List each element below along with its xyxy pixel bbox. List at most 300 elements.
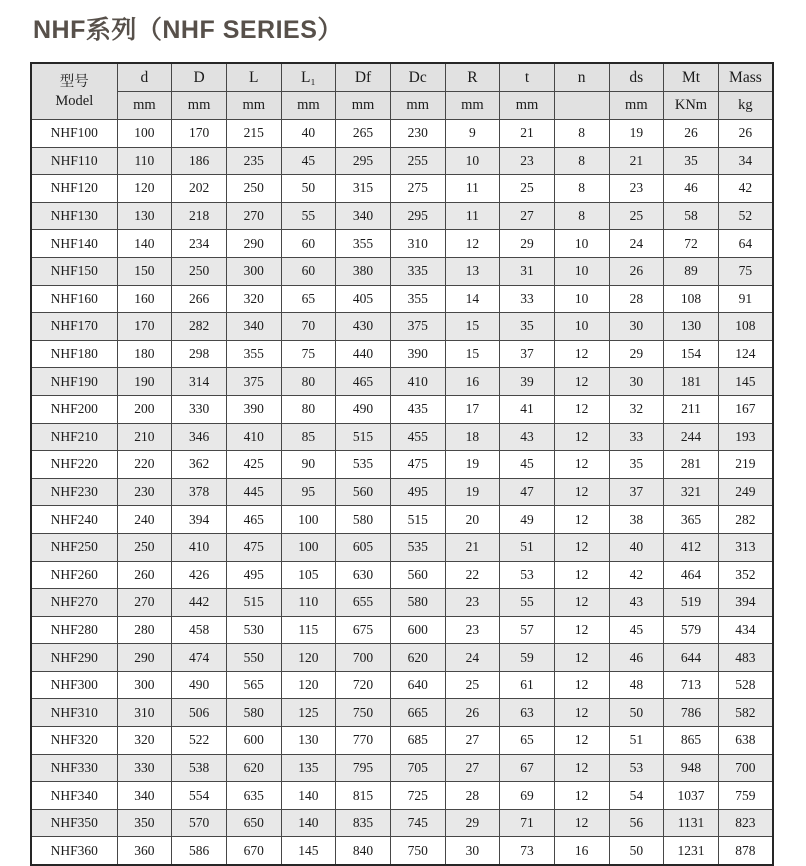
value-cell: 506 bbox=[172, 699, 227, 727]
table-row bbox=[31, 727, 773, 755]
table-row bbox=[31, 506, 773, 534]
value-cell: 27 bbox=[500, 202, 555, 230]
value-cell: 835 bbox=[336, 809, 391, 837]
value-cell: 12 bbox=[554, 561, 609, 589]
value-cell: 21 bbox=[500, 120, 555, 148]
table-row bbox=[31, 313, 773, 341]
value-cell: 190 bbox=[117, 368, 172, 396]
value-cell: 219 bbox=[718, 451, 773, 479]
value-cell: 39 bbox=[500, 368, 555, 396]
column-unit-t: mm bbox=[500, 92, 555, 120]
value-cell: 110 bbox=[117, 147, 172, 175]
value-cell: 13 bbox=[445, 257, 500, 285]
value-cell: 635 bbox=[226, 782, 281, 810]
value-cell: 33 bbox=[500, 285, 555, 313]
value-cell: 582 bbox=[718, 699, 773, 727]
value-cell: 125 bbox=[281, 699, 336, 727]
value-cell: 35 bbox=[609, 451, 664, 479]
value-cell: 554 bbox=[172, 782, 227, 810]
model-cell: NHF240 bbox=[31, 506, 117, 534]
value-cell: 519 bbox=[664, 589, 719, 617]
value-cell: 12 bbox=[554, 340, 609, 368]
value-cell: 405 bbox=[336, 285, 391, 313]
value-cell: 40 bbox=[609, 533, 664, 561]
value-cell: 266 bbox=[172, 285, 227, 313]
model-cell: NHF170 bbox=[31, 313, 117, 341]
value-cell: 8 bbox=[554, 175, 609, 203]
table-row bbox=[31, 699, 773, 727]
value-cell: 314 bbox=[172, 368, 227, 396]
value-cell: 310 bbox=[390, 230, 445, 258]
value-cell: 490 bbox=[172, 671, 227, 699]
value-cell: 35 bbox=[500, 313, 555, 341]
value-cell: 25 bbox=[609, 202, 664, 230]
model-cell: NHF270 bbox=[31, 589, 117, 617]
value-cell: 75 bbox=[281, 340, 336, 368]
value-cell: 45 bbox=[609, 616, 664, 644]
value-cell: 202 bbox=[172, 175, 227, 203]
value-cell: 43 bbox=[500, 423, 555, 451]
value-cell: 759 bbox=[718, 782, 773, 810]
value-cell: 10 bbox=[554, 257, 609, 285]
value-cell: 26 bbox=[609, 257, 664, 285]
value-cell: 95 bbox=[281, 478, 336, 506]
value-cell: 786 bbox=[664, 699, 719, 727]
value-cell: 27 bbox=[445, 754, 500, 782]
column-header-r: R bbox=[445, 63, 500, 92]
table-row bbox=[31, 147, 773, 175]
value-cell: 475 bbox=[390, 451, 445, 479]
model-cell: NHF200 bbox=[31, 395, 117, 423]
value-cell: 442 bbox=[172, 589, 227, 617]
value-cell: 12 bbox=[554, 782, 609, 810]
header-unit-row bbox=[31, 92, 773, 120]
value-cell: 60 bbox=[281, 230, 336, 258]
value-cell: 215 bbox=[226, 120, 281, 148]
value-cell: 27 bbox=[445, 727, 500, 755]
value-cell: 270 bbox=[226, 202, 281, 230]
value-cell: 53 bbox=[500, 561, 555, 589]
value-cell: 26 bbox=[718, 120, 773, 148]
model-cell: NHF210 bbox=[31, 423, 117, 451]
column-header-mass: Mass bbox=[718, 63, 773, 92]
value-cell: 300 bbox=[226, 257, 281, 285]
value-cell: 65 bbox=[281, 285, 336, 313]
model-cell: NHF330 bbox=[31, 754, 117, 782]
value-cell: 12 bbox=[554, 809, 609, 837]
value-cell: 580 bbox=[390, 589, 445, 617]
value-cell: 64 bbox=[718, 230, 773, 258]
value-cell: 115 bbox=[281, 616, 336, 644]
column-header-ds: ds bbox=[609, 63, 664, 92]
value-cell: 15 bbox=[445, 313, 500, 341]
value-cell: 58 bbox=[664, 202, 719, 230]
value-cell: 110 bbox=[281, 589, 336, 617]
value-cell: 15 bbox=[445, 340, 500, 368]
value-cell: 12 bbox=[554, 368, 609, 396]
value-cell: 24 bbox=[609, 230, 664, 258]
value-cell: 50 bbox=[609, 699, 664, 727]
value-cell: 490 bbox=[336, 395, 391, 423]
table-row bbox=[31, 175, 773, 203]
value-cell: 620 bbox=[390, 644, 445, 672]
value-cell: 70 bbox=[281, 313, 336, 341]
value-cell: 89 bbox=[664, 257, 719, 285]
model-cell: NHF140 bbox=[31, 230, 117, 258]
value-cell: 80 bbox=[281, 368, 336, 396]
value-cell: 57 bbox=[500, 616, 555, 644]
value-cell: 340 bbox=[117, 782, 172, 810]
value-cell: 600 bbox=[390, 616, 445, 644]
model-cell: NHF260 bbox=[31, 561, 117, 589]
value-cell: 340 bbox=[336, 202, 391, 230]
value-cell: 54 bbox=[609, 782, 664, 810]
value-cell: 38 bbox=[609, 506, 664, 534]
value-cell: 90 bbox=[281, 451, 336, 479]
value-cell: 10 bbox=[554, 230, 609, 258]
value-cell: 394 bbox=[718, 589, 773, 617]
value-cell: 394 bbox=[172, 506, 227, 534]
model-cell: NHF160 bbox=[31, 285, 117, 313]
value-cell: 135 bbox=[281, 754, 336, 782]
table-row bbox=[31, 478, 773, 506]
value-cell: 260 bbox=[117, 561, 172, 589]
value-cell: 315 bbox=[336, 175, 391, 203]
value-cell: 28 bbox=[445, 782, 500, 810]
value-cell: 211 bbox=[664, 395, 719, 423]
page-title: NHF系列（NHF SERIES） bbox=[33, 16, 343, 44]
column-unit-l₁: mm bbox=[281, 92, 336, 120]
value-cell: 28 bbox=[609, 285, 664, 313]
value-cell: 8 bbox=[554, 202, 609, 230]
value-cell: 41 bbox=[500, 395, 555, 423]
value-cell: 61 bbox=[500, 671, 555, 699]
value-cell: 948 bbox=[664, 754, 719, 782]
value-cell: 335 bbox=[390, 257, 445, 285]
value-cell: 495 bbox=[226, 561, 281, 589]
model-cell: NHF150 bbox=[31, 257, 117, 285]
value-cell: 298 bbox=[172, 340, 227, 368]
value-cell: 282 bbox=[172, 313, 227, 341]
value-cell: 445 bbox=[226, 478, 281, 506]
column-header-l₁: L₁ bbox=[281, 63, 336, 92]
value-cell: 295 bbox=[390, 202, 445, 230]
value-cell: 154 bbox=[664, 340, 719, 368]
model-cell: NHF310 bbox=[31, 699, 117, 727]
value-cell: 30 bbox=[609, 368, 664, 396]
value-cell: 12 bbox=[554, 451, 609, 479]
value-cell: 230 bbox=[117, 478, 172, 506]
model-cell: NHF130 bbox=[31, 202, 117, 230]
value-cell: 483 bbox=[718, 644, 773, 672]
header-label-row bbox=[31, 63, 773, 92]
value-cell: 235 bbox=[226, 147, 281, 175]
value-cell: 640 bbox=[390, 671, 445, 699]
value-cell: 24 bbox=[445, 644, 500, 672]
value-cell: 290 bbox=[226, 230, 281, 258]
value-cell: 8 bbox=[554, 120, 609, 148]
table-row bbox=[31, 257, 773, 285]
value-cell: 355 bbox=[226, 340, 281, 368]
value-cell: 365 bbox=[664, 506, 719, 534]
value-cell: 51 bbox=[500, 533, 555, 561]
value-cell: 12 bbox=[554, 616, 609, 644]
value-cell: 474 bbox=[172, 644, 227, 672]
column-unit-df: mm bbox=[336, 92, 391, 120]
value-cell: 538 bbox=[172, 754, 227, 782]
value-cell: 180 bbox=[117, 340, 172, 368]
model-cell: NHF110 bbox=[31, 147, 117, 175]
value-cell: 12 bbox=[554, 644, 609, 672]
table-row bbox=[31, 395, 773, 423]
value-cell: 823 bbox=[718, 809, 773, 837]
table-row bbox=[31, 671, 773, 699]
value-cell: 700 bbox=[336, 644, 391, 672]
value-cell: 515 bbox=[336, 423, 391, 451]
value-cell: 91 bbox=[718, 285, 773, 313]
value-cell: 12 bbox=[554, 478, 609, 506]
value-cell: 355 bbox=[390, 285, 445, 313]
table-row bbox=[31, 340, 773, 368]
value-cell: 25 bbox=[445, 671, 500, 699]
value-cell: 530 bbox=[226, 616, 281, 644]
model-cell: NHF340 bbox=[31, 782, 117, 810]
value-cell: 60 bbox=[281, 257, 336, 285]
value-cell: 255 bbox=[390, 147, 445, 175]
value-cell: 55 bbox=[500, 589, 555, 617]
value-cell: 840 bbox=[336, 837, 391, 865]
value-cell: 59 bbox=[500, 644, 555, 672]
value-cell: 720 bbox=[336, 671, 391, 699]
value-cell: 280 bbox=[117, 616, 172, 644]
column-header-dc: Dc bbox=[390, 63, 445, 92]
value-cell: 700 bbox=[718, 754, 773, 782]
value-cell: 105 bbox=[281, 561, 336, 589]
model-cell: NHF220 bbox=[31, 451, 117, 479]
value-cell: 378 bbox=[172, 478, 227, 506]
value-cell: 580 bbox=[336, 506, 391, 534]
column-unit-l: mm bbox=[226, 92, 281, 120]
value-cell: 725 bbox=[390, 782, 445, 810]
column-unit-d: mm bbox=[117, 92, 172, 120]
value-cell: 600 bbox=[226, 727, 281, 755]
value-cell: 375 bbox=[390, 313, 445, 341]
value-cell: 140 bbox=[281, 809, 336, 837]
value-cell: 11 bbox=[445, 202, 500, 230]
value-cell: 23 bbox=[445, 616, 500, 644]
value-cell: 167 bbox=[718, 395, 773, 423]
value-cell: 250 bbox=[117, 533, 172, 561]
table-row bbox=[31, 809, 773, 837]
value-cell: 40 bbox=[281, 120, 336, 148]
value-cell: 29 bbox=[500, 230, 555, 258]
value-cell: 100 bbox=[117, 120, 172, 148]
table-row bbox=[31, 754, 773, 782]
table-row bbox=[31, 202, 773, 230]
value-cell: 21 bbox=[609, 147, 664, 175]
value-cell: 10 bbox=[554, 285, 609, 313]
value-cell: 410 bbox=[172, 533, 227, 561]
value-cell: 550 bbox=[226, 644, 281, 672]
value-cell: 346 bbox=[172, 423, 227, 451]
value-cell: 465 bbox=[226, 506, 281, 534]
value-cell: 55 bbox=[281, 202, 336, 230]
value-cell: 17 bbox=[445, 395, 500, 423]
value-cell: 380 bbox=[336, 257, 391, 285]
column-header-l: L bbox=[226, 63, 281, 92]
value-cell: 46 bbox=[664, 175, 719, 203]
value-cell: 815 bbox=[336, 782, 391, 810]
value-cell: 275 bbox=[390, 175, 445, 203]
value-cell: 440 bbox=[336, 340, 391, 368]
value-cell: 30 bbox=[609, 313, 664, 341]
value-cell: 130 bbox=[281, 727, 336, 755]
value-cell: 72 bbox=[664, 230, 719, 258]
column-unit-r: mm bbox=[445, 92, 500, 120]
value-cell: 535 bbox=[390, 533, 445, 561]
value-cell: 295 bbox=[336, 147, 391, 175]
value-cell: 605 bbox=[336, 533, 391, 561]
value-cell: 12 bbox=[554, 699, 609, 727]
value-cell: 340 bbox=[226, 313, 281, 341]
value-cell: 20 bbox=[445, 506, 500, 534]
model-cell: NHF190 bbox=[31, 368, 117, 396]
value-cell: 45 bbox=[281, 147, 336, 175]
model-cell: NHF230 bbox=[31, 478, 117, 506]
table-row bbox=[31, 368, 773, 396]
value-cell: 124 bbox=[718, 340, 773, 368]
value-cell: 426 bbox=[172, 561, 227, 589]
value-cell: 1037 bbox=[664, 782, 719, 810]
value-cell: 580 bbox=[226, 699, 281, 727]
value-cell: 26 bbox=[664, 120, 719, 148]
column-header-d: D bbox=[172, 63, 227, 92]
value-cell: 434 bbox=[718, 616, 773, 644]
value-cell: 240 bbox=[117, 506, 172, 534]
model-cell: NHF300 bbox=[31, 671, 117, 699]
value-cell: 32 bbox=[609, 395, 664, 423]
value-cell: 750 bbox=[336, 699, 391, 727]
value-cell: 250 bbox=[172, 257, 227, 285]
value-cell: 12 bbox=[554, 589, 609, 617]
value-cell: 9 bbox=[445, 120, 500, 148]
value-cell: 515 bbox=[390, 506, 445, 534]
model-cell: NHF320 bbox=[31, 727, 117, 755]
value-cell: 234 bbox=[172, 230, 227, 258]
value-cell: 290 bbox=[117, 644, 172, 672]
value-cell: 45 bbox=[500, 451, 555, 479]
value-cell: 16 bbox=[445, 368, 500, 396]
value-cell: 181 bbox=[664, 368, 719, 396]
column-header-t: t bbox=[500, 63, 555, 92]
value-cell: 1131 bbox=[664, 809, 719, 837]
value-cell: 145 bbox=[718, 368, 773, 396]
column-header-df: Df bbox=[336, 63, 391, 92]
value-cell: 878 bbox=[718, 837, 773, 865]
value-cell: 750 bbox=[390, 837, 445, 865]
table-row bbox=[31, 423, 773, 451]
table-row bbox=[31, 451, 773, 479]
value-cell: 560 bbox=[336, 478, 391, 506]
table-row bbox=[31, 616, 773, 644]
value-cell: 47 bbox=[500, 478, 555, 506]
value-cell: 515 bbox=[226, 589, 281, 617]
value-cell: 644 bbox=[664, 644, 719, 672]
value-cell: 160 bbox=[117, 285, 172, 313]
value-cell: 29 bbox=[445, 809, 500, 837]
value-cell: 120 bbox=[281, 671, 336, 699]
column-unit-mass: kg bbox=[718, 92, 773, 120]
value-cell: 579 bbox=[664, 616, 719, 644]
model-header-zh: 型号 bbox=[59, 73, 89, 90]
value-cell: 22 bbox=[445, 561, 500, 589]
value-cell: 528 bbox=[718, 671, 773, 699]
value-cell: 34 bbox=[718, 147, 773, 175]
value-cell: 375 bbox=[226, 368, 281, 396]
value-cell: 410 bbox=[226, 423, 281, 451]
value-cell: 770 bbox=[336, 727, 391, 755]
value-cell: 410 bbox=[390, 368, 445, 396]
value-cell: 310 bbox=[117, 699, 172, 727]
value-cell: 220 bbox=[117, 451, 172, 479]
value-cell: 249 bbox=[718, 478, 773, 506]
value-cell: 19 bbox=[609, 120, 664, 148]
value-cell: 464 bbox=[664, 561, 719, 589]
value-cell: 10 bbox=[554, 313, 609, 341]
model-cell: NHF180 bbox=[31, 340, 117, 368]
value-cell: 620 bbox=[226, 754, 281, 782]
value-cell: 69 bbox=[500, 782, 555, 810]
value-cell: 390 bbox=[226, 395, 281, 423]
value-cell: 455 bbox=[390, 423, 445, 451]
value-cell: 30 bbox=[445, 837, 500, 865]
value-cell: 67 bbox=[500, 754, 555, 782]
table-row bbox=[31, 120, 773, 148]
spec-table-header bbox=[31, 63, 773, 120]
value-cell: 52 bbox=[718, 202, 773, 230]
value-cell: 71 bbox=[500, 809, 555, 837]
model-column-header bbox=[31, 63, 117, 120]
table-row bbox=[31, 533, 773, 561]
table-row bbox=[31, 285, 773, 313]
value-cell: 120 bbox=[117, 175, 172, 203]
value-cell: 75 bbox=[718, 257, 773, 285]
value-cell: 458 bbox=[172, 616, 227, 644]
value-cell: 49 bbox=[500, 506, 555, 534]
value-cell: 8 bbox=[554, 147, 609, 175]
value-cell: 16 bbox=[554, 837, 609, 865]
value-cell: 23 bbox=[609, 175, 664, 203]
model-cell: NHF280 bbox=[31, 616, 117, 644]
value-cell: 29 bbox=[609, 340, 664, 368]
value-cell: 350 bbox=[117, 809, 172, 837]
value-cell: 12 bbox=[445, 230, 500, 258]
value-cell: 320 bbox=[226, 285, 281, 313]
value-cell: 31 bbox=[500, 257, 555, 285]
value-cell: 108 bbox=[664, 285, 719, 313]
value-cell: 250 bbox=[226, 175, 281, 203]
value-cell: 46 bbox=[609, 644, 664, 672]
value-cell: 37 bbox=[609, 478, 664, 506]
value-cell: 522 bbox=[172, 727, 227, 755]
value-cell: 495 bbox=[390, 478, 445, 506]
spec-table-body bbox=[31, 120, 773, 866]
value-cell: 313 bbox=[718, 533, 773, 561]
value-cell: 425 bbox=[226, 451, 281, 479]
value-cell: 100 bbox=[281, 533, 336, 561]
value-cell: 50 bbox=[281, 175, 336, 203]
value-cell: 300 bbox=[117, 671, 172, 699]
